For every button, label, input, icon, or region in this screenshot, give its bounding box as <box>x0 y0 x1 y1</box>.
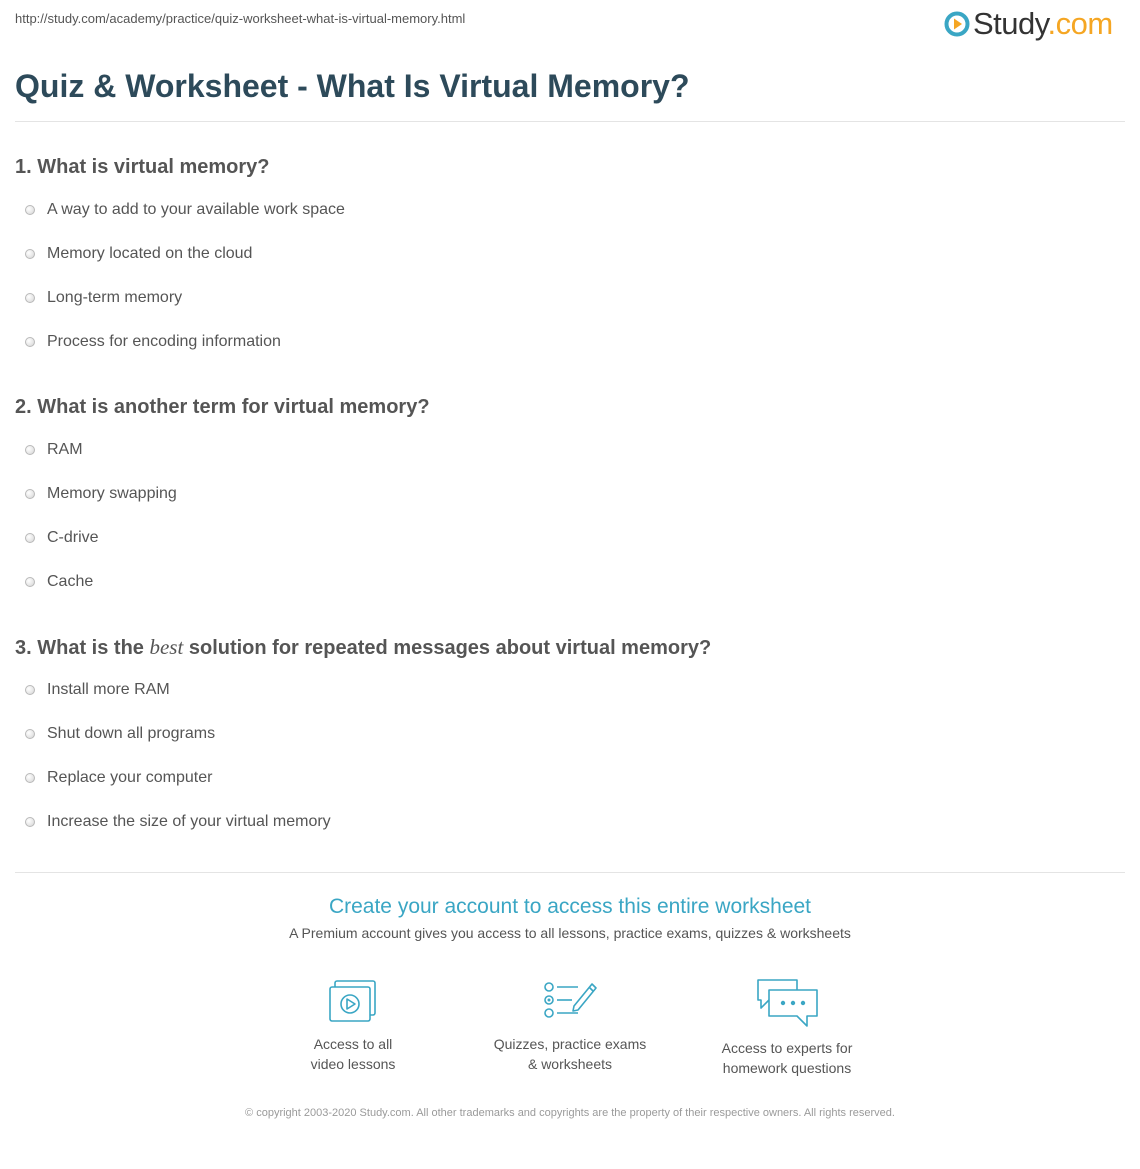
answer-label: Process for encoding information <box>47 333 281 350</box>
answer-label: C-drive <box>47 529 99 546</box>
cta-title-link[interactable]: Create your account to access this entire worksheet <box>328 895 812 918</box>
radio-button[interactable] <box>25 577 35 587</box>
question-text-emphasis: best <box>149 635 184 659</box>
cta-divider <box>15 872 1125 873</box>
study-logo[interactable] <box>944 6 1113 42</box>
play-circle-icon <box>944 11 970 37</box>
answer-option[interactable] <box>15 763 1115 807</box>
radio-button[interactable] <box>25 337 35 347</box>
page-title: Quiz & Worksheet - What Is Virtual Memory? <box>15 68 690 104</box>
signup-cta <box>0 895 1140 941</box>
answer-option[interactable] <box>15 807 1115 851</box>
answer-label: Shut down all programs <box>47 725 216 742</box>
feature-video-lessons <box>245 978 462 1078</box>
radio-button[interactable] <box>25 489 35 499</box>
answer-label: Memory located on the cloud <box>47 245 253 262</box>
question-text-suffix: solution for repeated messages about virtual memory? <box>183 637 712 659</box>
answer-option[interactable] <box>15 435 1115 479</box>
copyright-text: © copyright 2003-2020 Study.com. All other trademarks and copyrights are the property of their respective owners. All rights reserved. <box>245 1107 895 1119</box>
chat-bubbles-icon <box>755 978 819 1028</box>
title-divider <box>15 121 1125 122</box>
cta-subtitle: A Premium account gives you access to all lessons, practice exams, quizzes & worksheets <box>289 925 851 941</box>
question-3 <box>15 633 1115 851</box>
feature-quizzes <box>462 978 679 1078</box>
logo-suffix: .com <box>1047 6 1113 41</box>
answer-label: RAM <box>47 441 83 458</box>
question-text: 1. What is virtual memory? <box>15 156 270 178</box>
feature-label: Access to all video lessons <box>310 1036 396 1072</box>
answer-options <box>15 675 1115 851</box>
page-header <box>0 0 1140 50</box>
answer-options <box>15 435 1115 611</box>
answer-label: Increase the size of your virtual memory <box>47 813 331 830</box>
question-2 <box>15 393 1115 611</box>
radio-button[interactable] <box>25 817 35 827</box>
feature-label: Quizzes, practice exams & worksheets <box>493 1036 647 1072</box>
radio-button[interactable] <box>25 249 35 259</box>
answer-option[interactable] <box>15 195 1115 239</box>
radio-button[interactable] <box>25 445 35 455</box>
answer-label: Install more RAM <box>47 681 170 698</box>
answer-label: A way to add to your available work space <box>47 201 345 218</box>
radio-button[interactable] <box>25 773 35 783</box>
radio-button[interactable] <box>25 293 35 303</box>
answer-options <box>15 195 1115 371</box>
radio-button[interactable] <box>25 729 35 739</box>
logo-text <box>973 6 1113 42</box>
radio-button[interactable] <box>25 685 35 695</box>
quiz-checklist-icon <box>542 978 598 1024</box>
answer-option[interactable] <box>15 239 1115 283</box>
answer-label: Cache <box>47 573 94 590</box>
logo-word: Study <box>973 6 1048 41</box>
copyright-footer <box>0 1105 1140 1122</box>
feature-label: Access to experts for homework questions <box>721 1040 853 1076</box>
question-text-prefix: 3. What is the <box>15 637 150 659</box>
question-1 <box>15 153 1115 371</box>
answer-option[interactable] <box>15 523 1115 567</box>
answer-option[interactable] <box>15 479 1115 523</box>
answer-label: Memory swapping <box>47 485 177 502</box>
radio-button[interactable] <box>25 533 35 543</box>
answer-option[interactable] <box>15 283 1115 327</box>
page-url: http://study.com/academy/practice/quiz-worksheet-what-is-virtual-memory.html <box>15 11 466 26</box>
video-lessons-icon <box>327 978 379 1024</box>
radio-button[interactable] <box>25 205 35 215</box>
answer-label: Replace your computer <box>47 769 213 786</box>
answer-option[interactable] <box>15 567 1115 611</box>
answer-label: Long-term memory <box>47 289 183 306</box>
question-text <box>15 633 1115 661</box>
feature-experts <box>679 978 896 1078</box>
feature-list <box>0 978 1140 1078</box>
answer-option[interactable] <box>15 327 1115 371</box>
question-text: 2. What is another term for virtual memory? <box>15 396 430 418</box>
answer-option[interactable] <box>15 675 1115 719</box>
answer-option[interactable] <box>15 719 1115 763</box>
